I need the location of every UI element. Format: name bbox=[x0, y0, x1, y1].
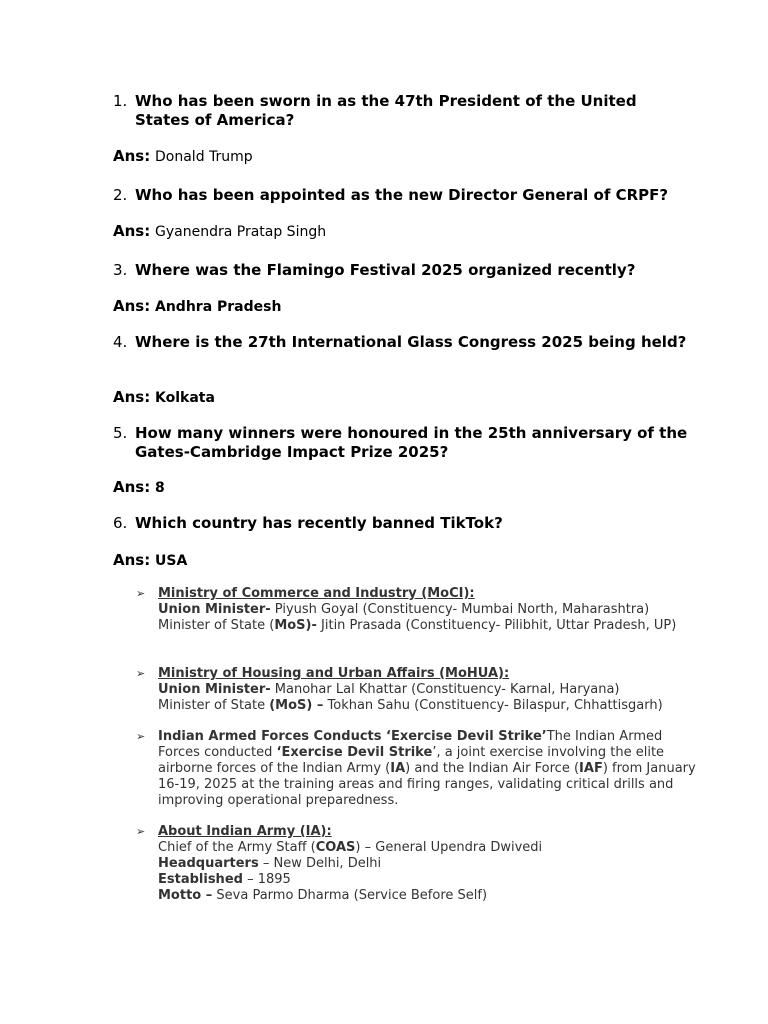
question-6 bbox=[113, 514, 693, 533]
line-label: Union Minister- bbox=[158, 682, 271, 697]
question-3 bbox=[113, 261, 693, 280]
line-text: Piyush Goyal (Constituency- Mumbai North, Maharashtra) bbox=[270, 602, 650, 617]
answer-6 bbox=[113, 551, 187, 571]
answer-2 bbox=[113, 222, 326, 242]
answer-label: Ans: bbox=[113, 478, 151, 496]
answer-value: Donald Trump bbox=[155, 149, 253, 165]
line-label: Established bbox=[158, 872, 243, 887]
question-number: 4. bbox=[113, 333, 128, 351]
answer-label: Ans: bbox=[113, 147, 151, 165]
arrow-bullet-icon: ➢ bbox=[136, 667, 146, 680]
answer-4 bbox=[113, 388, 215, 408]
arrow-bullet-icon: ➢ bbox=[136, 825, 146, 838]
line-label: Motto – bbox=[158, 888, 213, 903]
bullet-heading: About Indian Army (IA): bbox=[158, 824, 332, 839]
line-text: The Indian Armed Forces conducted bbox=[158, 729, 663, 760]
question-text: Who has been sworn in as the 47th President of the United States of America? bbox=[135, 92, 637, 129]
question-number: 1. bbox=[113, 92, 128, 110]
question-number: 2. bbox=[113, 186, 128, 204]
line-label: IA bbox=[390, 761, 406, 776]
bullet-line bbox=[158, 888, 696, 904]
line-text: Seva Parmo Dharma (Service Before Self) bbox=[212, 888, 488, 903]
question-number: 3. bbox=[113, 261, 128, 279]
line-label: MoS)- bbox=[274, 618, 317, 633]
bullet-heading: Ministry of Housing and Urban Affairs (MoHUA): bbox=[158, 666, 510, 681]
answer-label: Ans: bbox=[113, 388, 151, 406]
answer-1 bbox=[113, 147, 253, 167]
answer-value: USA bbox=[155, 553, 188, 569]
question-text: Which country has recently banned TikTok? bbox=[135, 514, 503, 532]
line-label: Union Minister- bbox=[158, 602, 271, 617]
bullet-exercise-devil-strike bbox=[136, 729, 696, 809]
answer-label: Ans: bbox=[113, 551, 151, 569]
bullet-line bbox=[158, 840, 696, 856]
line-text: ) from January 16-19, 2025 at the training areas and firing ranges, validating critical drills and improving operational preparedness. bbox=[158, 761, 696, 808]
line-text: ’, a joint exercise involving the elite airborne forces of the Indian Army ( bbox=[158, 745, 665, 776]
question-text: How many winners were honoured in the 25th anniversary of the Gates-Cambridge Impact Prize 2025? bbox=[135, 424, 688, 461]
bullet-line bbox=[158, 698, 696, 714]
bullet-about-indian-army bbox=[136, 824, 696, 904]
bullet-line bbox=[158, 602, 696, 618]
bullet-line bbox=[158, 856, 696, 872]
question-number: 5. bbox=[113, 424, 128, 442]
line-text: – New Delhi, Delhi bbox=[258, 856, 382, 871]
question-4 bbox=[113, 333, 693, 352]
line-text: Jitin Prasada (Constituency- Pilibhit, Uttar Pradesh, UP) bbox=[316, 618, 677, 633]
line-label: COAS bbox=[315, 840, 356, 855]
answer-value: Andhra Pradesh bbox=[155, 299, 282, 315]
arrow-bullet-icon: ➢ bbox=[136, 587, 146, 600]
line-label: Headquarters bbox=[158, 856, 259, 871]
question-text: Who has been appointed as the new Director General of CRPF? bbox=[135, 186, 669, 204]
answer-5 bbox=[113, 478, 165, 498]
line-text: Tokhan Sahu (Constituency- Bilaspur, Chhattisgarh) bbox=[323, 698, 663, 713]
bullet-paragraph bbox=[158, 729, 696, 809]
answer-value: Gyanendra Pratap Singh bbox=[155, 224, 327, 240]
bullet-mohua bbox=[136, 666, 696, 714]
question-text: Where was the Flamingo Festival 2025 organized recently? bbox=[135, 261, 636, 279]
line-text: Chief of the Army Staff ( bbox=[158, 840, 316, 855]
line-text: ) – General Upendra Dwivedi bbox=[355, 840, 543, 855]
line-label: (MoS) – bbox=[269, 698, 324, 713]
bullet-line bbox=[158, 618, 696, 634]
answer-value: 8 bbox=[155, 480, 165, 496]
question-1 bbox=[113, 92, 693, 130]
question-2 bbox=[113, 186, 693, 205]
bullet-heading: Indian Armed Forces Conducts ‘Exercise Devil Strike’ bbox=[158, 729, 547, 744]
bullet-moci bbox=[136, 586, 696, 634]
question-number: 6. bbox=[113, 514, 128, 532]
arrow-bullet-icon: ➢ bbox=[136, 730, 146, 743]
line-label: ‘Exercise Devil Strike bbox=[276, 745, 433, 760]
line-text: ) and the Indian Air Force ( bbox=[405, 761, 580, 776]
line-text: – 1895 bbox=[242, 872, 291, 887]
line-label: IAF bbox=[579, 761, 603, 776]
question-5 bbox=[113, 424, 693, 462]
answer-label: Ans: bbox=[113, 222, 151, 240]
bullet-line bbox=[158, 682, 696, 698]
line-text: Minister of State ( bbox=[158, 618, 275, 633]
answer-value: Kolkata bbox=[155, 390, 215, 406]
line-text: Manohar Lal Khattar (Constituency- Karnal, Haryana) bbox=[270, 682, 620, 697]
line-text: Minister of State bbox=[158, 698, 270, 713]
answer-3 bbox=[113, 297, 281, 317]
bullet-line bbox=[158, 872, 696, 888]
question-text: Where is the 27th International Glass Congress 2025 being held? bbox=[135, 333, 687, 351]
bullet-heading: Ministry of Commerce and Industry (MoCI): bbox=[158, 586, 475, 601]
answer-label: Ans: bbox=[113, 297, 151, 315]
